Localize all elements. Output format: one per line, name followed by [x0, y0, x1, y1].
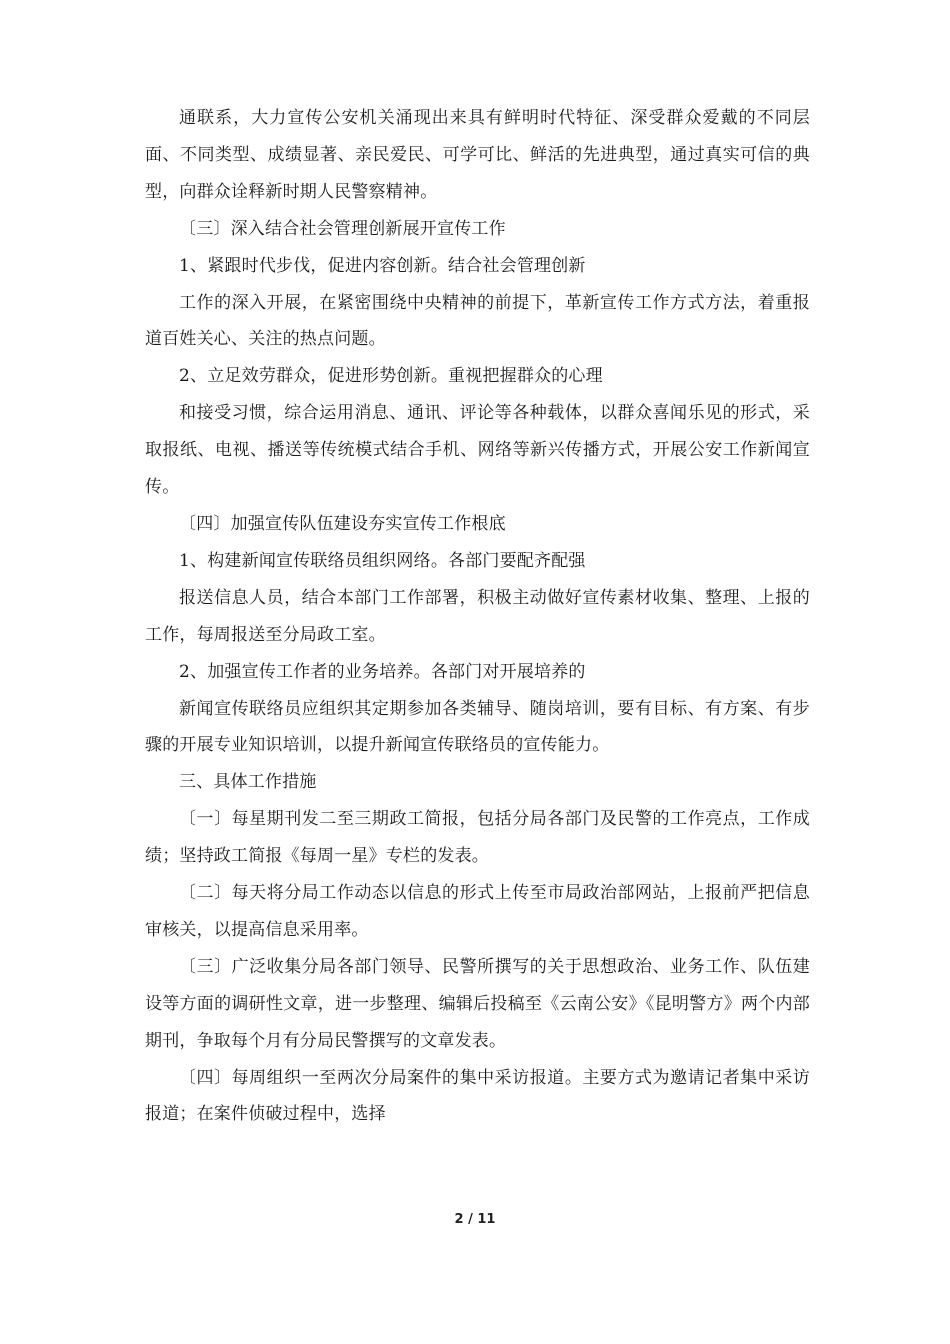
- paragraph: 报送信息人员，结合本部门工作部署，积极主动做好宣传素材收集、整理、上报的工作，每周报送至分局政工室。: [145, 587, 810, 645]
- paragraph: 〔二〕每天将分局工作动态以信息的形式上传至市局政治部网站，上报前严把信息审核关，以提高信息采用率。: [145, 883, 810, 940]
- paragraph: 2、加强宣传工作者的业务培养。各部门对开展培养的: [179, 661, 586, 682]
- document-body: [145, 100, 810, 1133]
- paragraph: 〔四〕每周组织一至两次分局案件的集中采访报道。主要方式为邀请记者集中采访报道；在案件侦破过程中，选择: [145, 1067, 810, 1125]
- section-heading: 三、具体工作措施: [179, 772, 317, 793]
- paragraph: 1、紧跟时代步伐，促进内容创新。结合社会管理创新: [179, 255, 586, 276]
- paragraph: 工作的深入开展，在紧密围绕中央精神的前提下，革新宣传工作方式方法，着重报道百姓关心、关注的热点问题。: [145, 292, 810, 350]
- paragraph: 〔三〕广泛收集分局各部门领导、民警所撰写的关于思想政治、业务工作、队伍建设等方面的调研性文章，进一步整理、编辑后投稿至《云南公安》《昆明警方》两个内部期刊，争取每个月有分局民警撰写的文章发表。: [145, 956, 810, 1051]
- page-number: 2 / 11: [454, 1212, 496, 1227]
- paragraph: 1、构建新闻宣传联络员组织网络。各部门要配齐配强: [179, 550, 586, 571]
- section-heading: 〔四〕加强宣传队伍建设夯实宣传工作根底: [179, 513, 506, 534]
- paragraph: 通联系，大力宣传公安机关涌现出来具有鲜明时代特征、深受群众爱戴的不同层面、不同类型、成绩显著、亲民爱民、可学可比、鲜活的先进典型，通过真实可信的典型，向群众诠释新时期人民警察精神。: [145, 108, 810, 202]
- paragraph: 新闻宣传联络员应组织其定期参加各类辅导、随岗培训，要有目标、有方案、有步骤的开展专业知识培训，以提升新闻宣传联络员的宣传能力。: [145, 698, 810, 756]
- paragraph: 〔一〕每星期刊发二至三期政工简报，包括分局各部门及民警的工作亮点，工作成绩；坚持政工简报《每周一星》专栏的发表。: [145, 809, 810, 867]
- paragraph: 2、立足效劳群众，促进形势创新。重视把握群众的心理: [179, 366, 603, 387]
- section-heading: 〔三〕深入结合社会管理创新展开宣传工作: [179, 218, 506, 239]
- paragraph: 和接受习惯，综合运用消息、通讯、评论等各种载体，以群众喜闻乐见的形式，采取报纸、电视、播送等传统模式结合手机、网络等新兴传播方式，开展公安工作新闻宣传。: [145, 403, 810, 498]
